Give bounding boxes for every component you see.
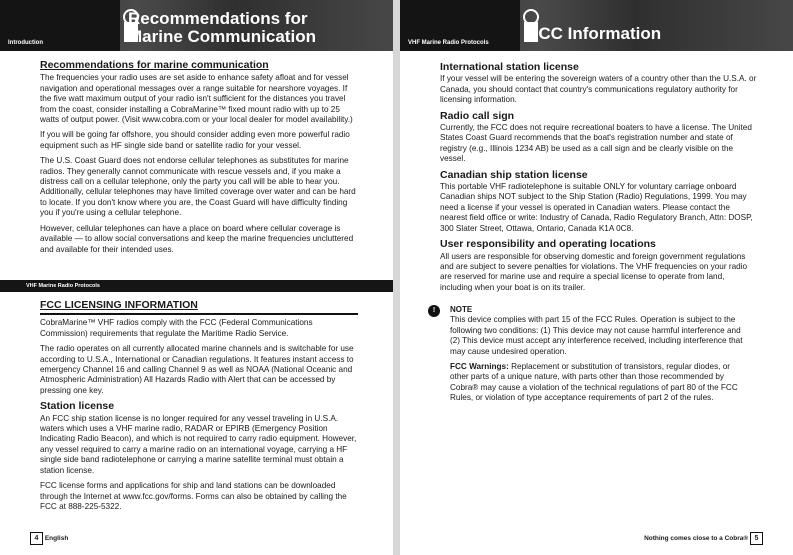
footer-text: Nothing comes close to a Cobra® (644, 535, 749, 542)
rec-paragraph: The frequencies your radio uses are set aside to enhance safety afloat and for vessel navigation and operational messages over a range suitable for nearshore voyages. If the five watt maximum output of your radio isn't sufficient for the distances you travel from the coast, consider installing a CobraMarine™ fixed mount radio with up to 25 watts of output power. (Visit www.cobra.com or your local dealer for model availability.) (40, 73, 353, 125)
section-heading: Canadian ship station license (440, 168, 588, 181)
page-title: Recommendations for Marine Communication (128, 9, 316, 46)
section-heading: International station license (440, 61, 579, 73)
fcc-paragraph: The radio operates on all currently allocated marine channels and is switchable for use according to U.S.A., International or Canadian regulations. It features instant access to emergency Channel 16 and calling Channel 9 as well as NOAA (National Oceanic and Atmospheric Administration) All Hazards Radio with Alert that can be accessed by pressing one key. (40, 344, 354, 395)
note-label: NOTE (450, 305, 473, 314)
rec-paragraph: However, cellular telephones can have a place on board where cellular coverage is available — to allow social conversations and keep the marine frequencies uncluttered and available for their intended uses. (40, 223, 354, 254)
note-section (450, 305, 750, 409)
right-page (400, 0, 793, 555)
page-gutter (393, 0, 400, 555)
note-icon: ! (428, 305, 440, 317)
rec-paragraph: If you will be going far offshore, you should consider adding even more powerful radio equipment such as HF single side band or satellite radio for your vessel. (40, 130, 350, 150)
page-number: 5 (750, 532, 763, 545)
warning-label: FCC Warnings: (450, 362, 509, 372)
left-page (0, 0, 393, 555)
page-title: FCC Information (528, 24, 662, 43)
station-heading: Station license (40, 400, 115, 413)
section-label: Introduction (8, 40, 43, 46)
section-band: VHF Marine Radio Protocols (0, 280, 393, 292)
station-paragraph: An FCC ship station license is no longer required for any vessel traveling in U.S.A. waters which uses a VHF marine radio, RADAR or EPIRB (Emergency Position Indicating Radio Beacon), and which is not required to carry radio equipment. However, any vessel required to carry a marine radio on an international voyage, carrying a HF single side band radiotelephone or carrying a marine satellite terminal must obtain a station license. (40, 413, 357, 475)
rec-paragraph: The U.S. Coast Guard does not endorse cellular telephones as substitutes for marine radios. They generally cannot communicate with rescue vessels and, if you make a distress call on a cellular telephone, only the party you call will be able to hear you. Additionally, cellular telephones may have limited coverage over water and can be hard to locate. If you don't know where you are, the Coast Guard will have difficulty finding you if you're using a cellular telephone. (40, 156, 356, 218)
rec-section (40, 60, 358, 260)
right-banner (400, 0, 793, 51)
section-body: Currently, the FCC does not require recreational boaters to have a license. The United States Coast Guard recommends that the boat's registration number and state of registry (e.g., Illinois 1234 AB) be used as a call sign and be clearly visible on the vessel. (440, 123, 752, 164)
section-body: All users are responsible for observing domestic and foreign government regulations and are subject to severe penalties for violations. The VHF frequencies on your radio are reserved for marine use and require a special license to operate from land, including when your boat is on its trailer. (440, 251, 748, 292)
footer-text: English (44, 535, 69, 542)
section-body: This portable VHF radiotelephone is suitable ONLY for voluntary carriage onboard Canadian ships NOT subject to the Ship Station (Radio) Regulations, 1999. You may need a license if your vessel is operated in Canadian waters. Please contact the nearest field office or write: Industry of Canada, Radio Regulatory Branch, Attn: DOSP, 300 Slater Street, Ottawa, Ontario, Canada K1A 0C8. (440, 182, 753, 233)
fcc-paragraph: CobraMarine™ VHF radios comply with the FCC (Federal Communications Commission) requirements that regulate the Maritime Radio Service. (40, 318, 313, 338)
fcc-section (40, 300, 358, 517)
section-heading: User responsibility and operating locations (440, 238, 656, 251)
fcc-warnings (450, 362, 750, 404)
divider (40, 313, 358, 315)
page-number: 4 (30, 532, 43, 545)
station-paragraph: FCC license forms and applications for ship and land stations can be downloaded through the Internet at www.fcc.gov/forms. Forms can also be obtained by calling the FCC at 888-225-5322. (40, 481, 347, 511)
left-banner (0, 0, 393, 51)
section-body: If your vessel will be entering the sovereign waters of a country other than the U.S.A. or Canada, you should contact that country's communications regulatory authority for licensing information. (440, 74, 757, 105)
section-heading: Radio call sign (440, 109, 515, 122)
right-footer (644, 532, 763, 545)
fcc-heading: FCC LICENSING INFORMATION (40, 299, 198, 311)
left-footer (30, 532, 68, 545)
section-label: VHF Marine Radio Protocols (408, 40, 489, 46)
warning-body: Replacement or substitution of transistors, regular diodes, or other parts of a unique nature, with parts other than those recommended by Cobra® may cause a violation of the technical regulations of part 80 of the FCC Rules, or violation of type acceptance requirements of part 2 of the rules. (450, 362, 738, 403)
note-body: This device complies with part 15 of the FCC Rules. Operation is subject to the following two conditions: (1) This device may not cause harmful interference and (2) This device must accept any interference received, including interference that may cause undesired operation. (450, 315, 743, 356)
rec-heading: Recommendations for marine communication (40, 59, 269, 71)
fcc-info-sections (440, 60, 758, 298)
